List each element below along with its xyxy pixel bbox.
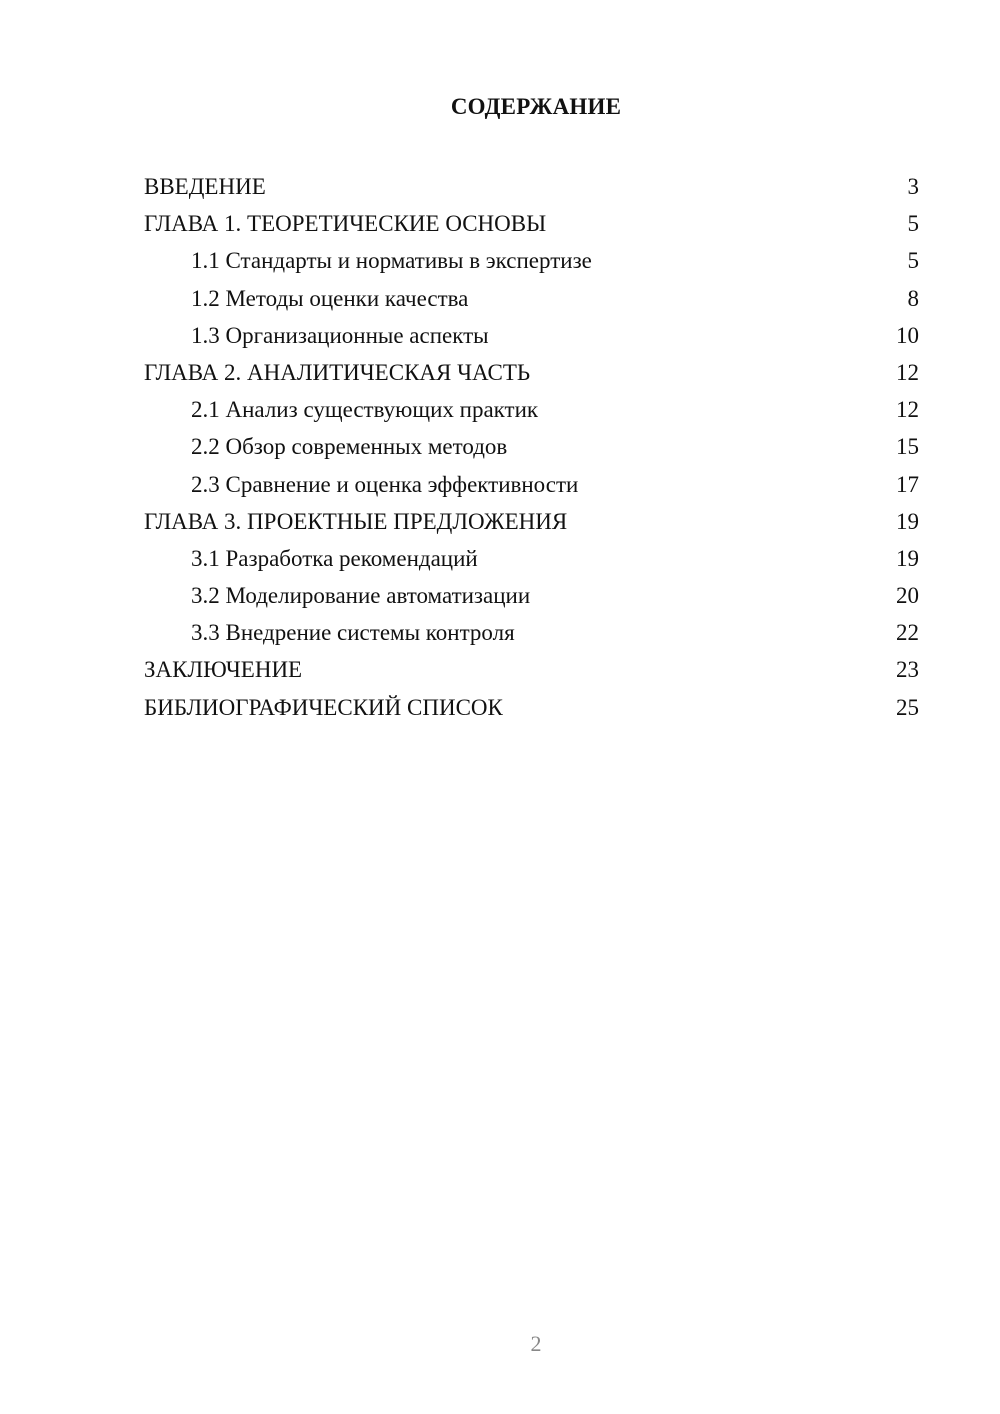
toc-entry-page: 8 bbox=[907, 285, 919, 311]
toc-entry-introduction[interactable] bbox=[144, 168, 919, 205]
toc-entry-conclusion[interactable] bbox=[144, 651, 919, 688]
toc-entry-title: ВВЕДЕНИЕ bbox=[144, 174, 266, 199]
toc-entry-title: 2.1 Анализ существующих практик bbox=[191, 397, 539, 423]
toc-entry-title: ГЛАВА 3. ПРОЕКТНЫЕ ПРЕДЛОЖЕНИЯ bbox=[144, 508, 568, 534]
toc-entry-section-1-2[interactable] bbox=[144, 280, 919, 317]
toc-entry-page: 10 bbox=[896, 322, 919, 348]
table-of-contents bbox=[144, 168, 919, 726]
toc-entry-page: 25 bbox=[896, 694, 919, 720]
toc-entry-page: 22 bbox=[896, 620, 919, 646]
toc-entry-page: 5 bbox=[907, 248, 919, 274]
toc-entry-page: 23 bbox=[896, 657, 919, 683]
page-title: СОДЕРЖАНИЕ bbox=[450, 94, 622, 119]
toc-entry-title: 3.2 Моделирование автоматизации bbox=[191, 583, 531, 609]
toc-entry-title: ГЛАВА 1. ТЕОРЕТИЧЕСКИЕ ОСНОВЫ bbox=[144, 211, 547, 237]
toc-entry-section-2-1[interactable] bbox=[144, 391, 919, 428]
toc-entry-page: 20 bbox=[896, 583, 919, 609]
toc-entry-page: 12 bbox=[896, 359, 919, 385]
toc-entry-page: 15 bbox=[896, 434, 919, 460]
toc-entry-section-1-3[interactable] bbox=[144, 317, 919, 354]
toc-entry-chapter-3[interactable] bbox=[144, 503, 919, 540]
toc-entry-chapter-1[interactable] bbox=[144, 205, 919, 242]
toc-entry-title: 1.2 Методы оценки качества bbox=[191, 285, 469, 311]
toc-entry-section-3-3[interactable] bbox=[144, 614, 919, 651]
toc-entry-title: БИБЛИОГРАФИЧЕСКИЙ СПИСОК bbox=[144, 694, 503, 720]
toc-entry-title: ГЛАВА 2. АНАЛИТИЧЕСКАЯ ЧАСТЬ bbox=[144, 359, 531, 385]
toc-entry-page: 17 bbox=[896, 471, 919, 497]
toc-entry-chapter-2[interactable] bbox=[144, 354, 919, 391]
toc-entry-page: 12 bbox=[896, 397, 919, 423]
toc-entry-title: 2.2 Обзор современных методов bbox=[191, 434, 508, 460]
toc-entry-section-3-1[interactable] bbox=[144, 540, 919, 577]
toc-entry-section-1-1[interactable] bbox=[144, 242, 919, 279]
toc-entry-title: 1.3 Организационные аспекты bbox=[191, 322, 489, 348]
toc-entry-page: 19 bbox=[896, 545, 919, 571]
toc-entry-section-2-3[interactable] bbox=[144, 466, 919, 503]
toc-entry-title: 1.1 Стандарты и нормативы в экспертизе bbox=[191, 248, 592, 274]
toc-entry-section-2-2[interactable] bbox=[144, 428, 919, 465]
toc-entry-title: ЗАКЛЮЧЕНИЕ bbox=[144, 657, 303, 683]
toc-entry-title: 3.3 Внедрение системы контроля bbox=[191, 620, 515, 646]
toc-entry-title: 3.1 Разработка рекомендаций bbox=[191, 545, 478, 571]
toc-entry-section-3-2[interactable] bbox=[144, 577, 919, 614]
toc-entry-page: 5 bbox=[907, 211, 919, 237]
toc-entry-bibliography[interactable] bbox=[144, 689, 919, 726]
toc-entry-title: 2.3 Сравнение и оценка эффективности bbox=[191, 471, 579, 497]
toc-entry-page: 19 bbox=[896, 508, 919, 534]
page-number: 2 bbox=[530, 1331, 542, 1356]
toc-entry-page: 3 bbox=[907, 174, 919, 199]
